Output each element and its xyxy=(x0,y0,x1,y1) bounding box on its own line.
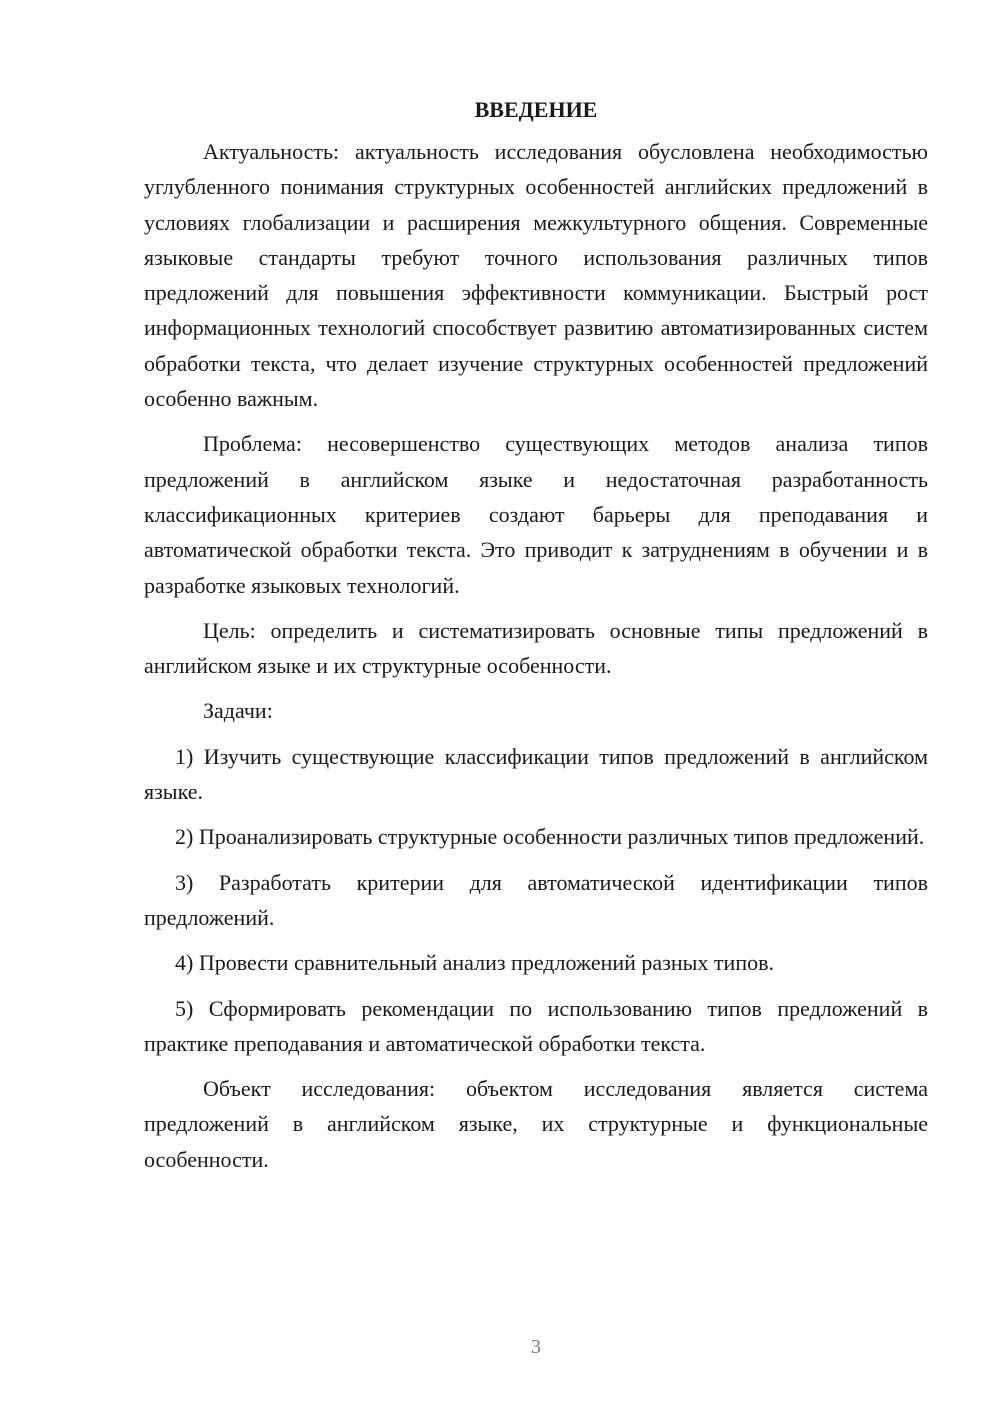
page-content xyxy=(144,92,928,1177)
task-item-5: 5) Сформировать рекомендации по использованию типов предложений в практике преподавания и автоматической обработки текста. xyxy=(144,995,928,1056)
task-item-4: 4) Провести сравнительный анализ предложений разных типов. xyxy=(175,950,774,976)
paragraph-goal: Цель: определить и систематизировать основные типы предложений в английском языке и их структурные особенности. xyxy=(144,617,928,679)
section-title: ВВЕДЕНИЕ xyxy=(474,97,598,122)
paragraph-problem: Проблема: несовершенство существующих методов анализа типов предложений в английском языке и недостаточная разработанность классификационных критериев создают барьеры для преподавания и автоматической обработки текста. Это приводит к затруднениям в обучении и в разработке языковых технологий. xyxy=(144,431,928,598)
task-item-1: 1) Изучить существующие классификации типов предложений в английском языке. xyxy=(144,743,928,805)
paragraph-relevance: Актуальность: актуальность исследования обусловлена необходимостью углубленного понимания структурных особенностей английских предложений в условиях глобализации и расширения межкультурного общения. Современные языковые стандарты требуют точного использования различных типов предложений для повышения эффективности коммуникации. Быстрый рост информационных технологий способствует развитию автоматизированных систем обработки текста, что делает изучение структурных особенностей предложений особенно важным. xyxy=(144,139,928,412)
page-number: 3 xyxy=(531,1336,541,1358)
paragraph-object: Объект исследования: объектом исследования является система предложений в английском языке, их структурные и функциональные особенности. xyxy=(144,1076,928,1172)
tasks-heading: Задачи: xyxy=(203,698,273,724)
task-item-2: 2) Проанализировать структурные особенности различных типов предложений. xyxy=(175,824,925,850)
task-item-3: 3) Разработать критерии для автоматической идентификации типов предложений. xyxy=(144,869,928,930)
